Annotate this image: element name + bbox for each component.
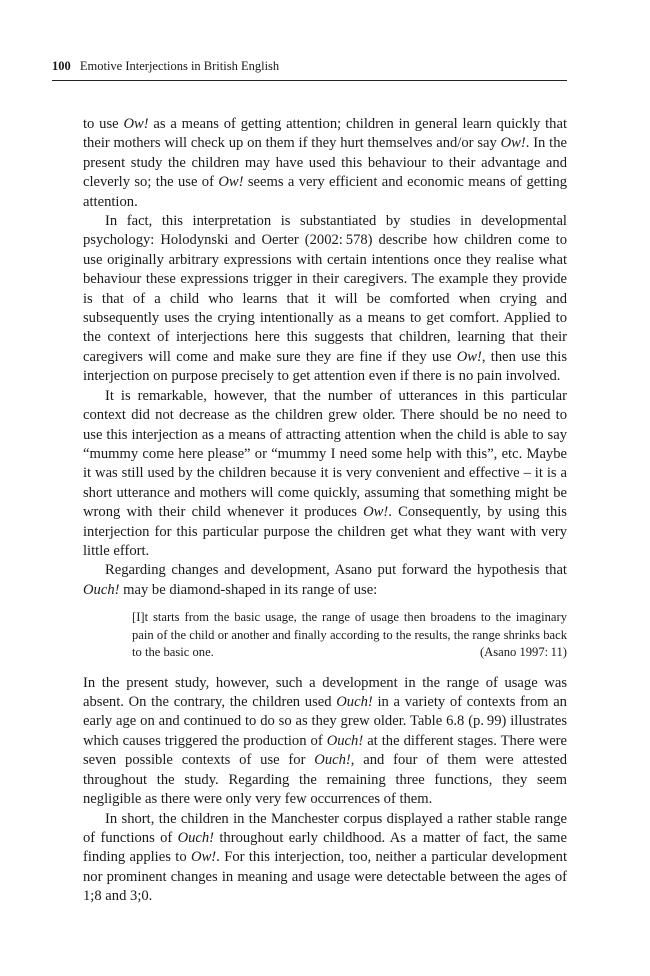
block-quote xyxy=(132,609,567,662)
interjection-term: Ow! xyxy=(218,174,244,191)
interjection-term: Ow! xyxy=(363,504,389,521)
interjection-term: Ow! xyxy=(123,116,149,132)
paragraph-5: In the present study, however, such a development in the range of usage was absent. On the contrary, the children used Ouch! in a variety of contexts from an early age on and continued to do so as they grew older. Table 6.8 (p. 99) illustrates which causes triggered the production of Ouch! at the different stages. There were seven possible contexts of use for Ouch!, and four of them were attested throughout the study. Regarding the remaining three functions, they seem negligible as there were only very few occurrences of them. xyxy=(83,674,568,808)
interjection-term: Ouch! xyxy=(326,732,364,749)
paragraph-6: In short, the children in the Manchester corpus displayed a rather stable range of functions of Ouch! throughout early childhood. As a matter of fact, the same finding applies to Ow!. For this interjection, too, neither a particular development nor prominent changes in meaning and usage were detectable between the ages of 1;8 and 3;0. xyxy=(83,810,568,905)
page-number: 100 xyxy=(52,59,71,73)
header-rule xyxy=(52,80,567,81)
running-title: Emotive Interjections in British English xyxy=(79,59,280,73)
interjection-term: Ow! xyxy=(500,135,526,152)
interjection-term: Ouch! xyxy=(314,752,351,769)
interjection-term: Ouch! xyxy=(336,694,373,711)
interjection-term: Ow! xyxy=(456,348,482,365)
paragraph-1: to use Ow! as a means of getting attention; children in general learn quickly that their mothers will check up on them if they hurt themselves and/or say Ow!. In the present study the children may have used this behaviour to their advantage and cleverly so; the use of Ow! seems a very efficient and economic means of getting attention. xyxy=(83,116,567,210)
body-text xyxy=(83,115,567,907)
paragraph-2: In fact, this interpretation is substantiated by studies in developmental psychology: Holodynski and Oerter (2002: 578) describe how children come to use originally arbitrary expressions with certain intentions once they realise what behaviour these expressions trigger in their caregivers. The example they provide is that of a child who learns that it will be comforted when crying and subsequently uses the crying intentionally as a means to get comfort. Applied to the context of interjections here this suggests that children, learning that their caregivers will come and make sure they are fine if they use Ow!, then use this interjection on purpose precisely to get attention even if there is no pain involved. xyxy=(83,213,568,385)
paragraph-4: Regarding changes and development, Asano put forward the hypothesis that Ouch! may be diamond-shaped in its range of use: xyxy=(83,562,567,598)
paragraph-3: It is remarkable, however, that the number of utterances in this particular context did not decrease as the children grew older. There should be no need to use this interjection as a means of attracting attention when the child is able to say “mummy come here please” or “mummy I need some help with this”, etc. Maybe it was still used by the children because it is very convenient and effective – it is a short utterance and mothers will come quickly, assuming that something might be wrong with their child whenever it produces Ow!. Consequently, by using this interjection for this particular purpose the children get what they want with very little effort. xyxy=(83,387,567,559)
interjection-term: Ow! xyxy=(191,849,217,866)
quote-citation: (Asano 1997: 11) xyxy=(479,645,567,660)
interjection-term: Ouch! xyxy=(177,829,215,846)
interjection-term: Ouch! xyxy=(83,581,120,598)
quote-text: [I]t starts from the basic usage, the range of usage then broadens to the imaginary pain of the child or another and finally according to the results, the range shrinks back to the basic one. xyxy=(132,610,567,660)
running-head xyxy=(52,58,567,74)
